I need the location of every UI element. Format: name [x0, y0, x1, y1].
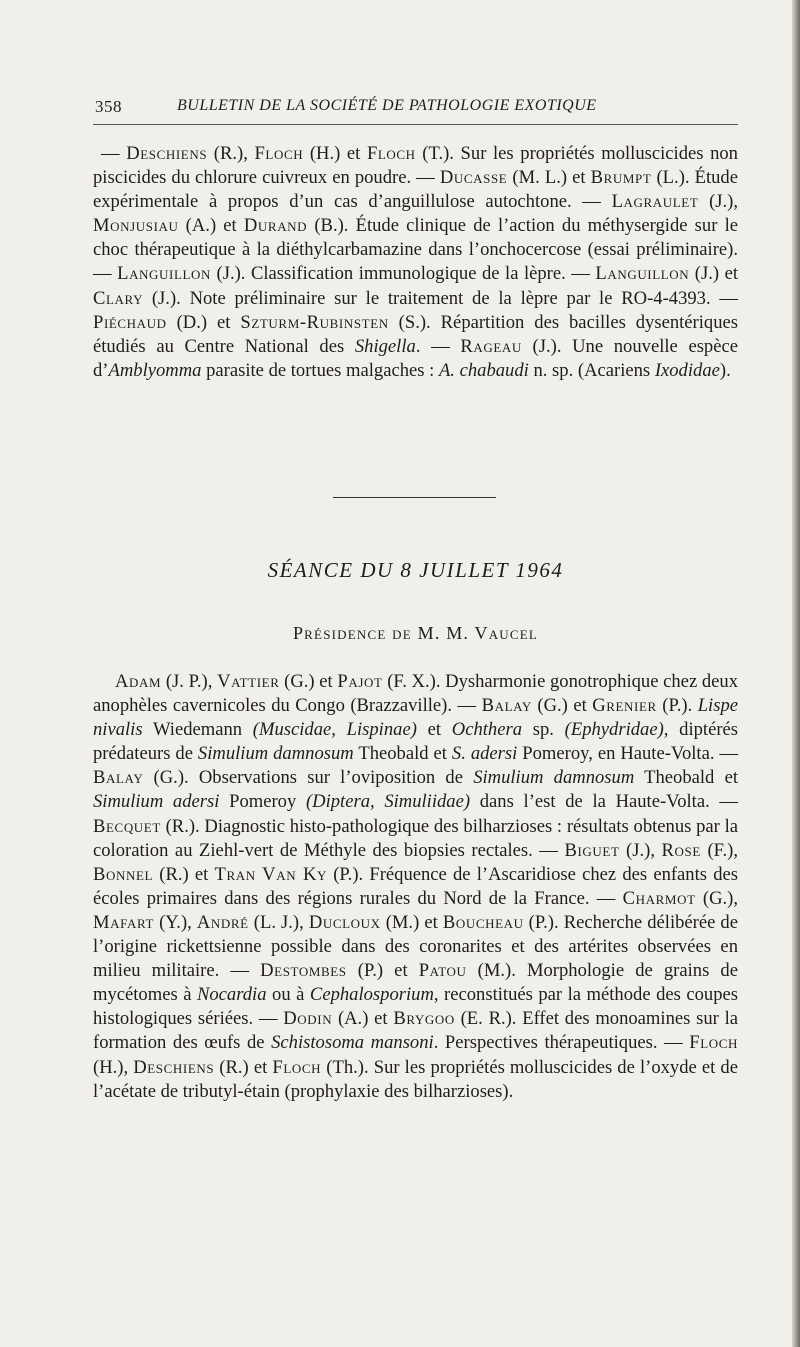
- italic-term: Simulium adersi: [93, 791, 220, 813]
- italic-term: Cephalosporium: [309, 984, 434, 1006]
- text-run: (P.) et: [346, 960, 419, 982]
- session-communications-list: [93, 670, 738, 1104]
- author-name: Becquet: [93, 815, 161, 837]
- author-name: Rose: [661, 839, 701, 861]
- text-run: (J.). Note préliminaire sur le traitement de la lèpre par le RO-4-4393. —: [143, 287, 738, 309]
- author-name: Floch: [272, 1056, 322, 1078]
- text-run: (M.) et: [380, 911, 443, 933]
- text-run: Pomeroy: [219, 791, 306, 813]
- text-run: Theobald et: [353, 743, 452, 765]
- page-number: 358: [95, 97, 122, 116]
- presidency-line: Présidence de M. M. Vaucel: [292, 623, 539, 643]
- author-name: Ducasse: [439, 167, 508, 189]
- author-name: Boucheau: [442, 911, 524, 933]
- text-run: (J.). Une nouvelle espèce d’: [93, 335, 738, 381]
- journal-title: BULLETIN DE LA SOCIÉTÉ DE PATHOLOGIE EXOTIQUE: [177, 97, 597, 114]
- text-run: ).: [719, 359, 731, 381]
- italic-term: Ixodidae: [654, 359, 720, 381]
- text-run: (B.). Étude clinique de l’action du méthysergide sur le choc thérapeutique à la diéthylcarbamazine dans l’onchocercose (essai préliminaire). —: [93, 215, 738, 285]
- author-name: Grenier: [592, 695, 657, 717]
- text-run: (P.).: [656, 695, 698, 717]
- text-run: (J.) et: [689, 263, 739, 285]
- text-run: (J. P.),: [161, 671, 218, 692]
- text-run: (L.). Étude expérimentale à propos d’un cas d’anguillulose autochtone. —: [93, 167, 738, 213]
- text-run: (J.). Classification immunologique de la lèpre. —: [211, 263, 596, 285]
- italic-term: Shigella: [354, 335, 416, 357]
- author-name: Lagraulet: [611, 191, 699, 213]
- text-run: (D.) et: [166, 311, 241, 333]
- author-name: Vattier: [217, 671, 280, 692]
- author-name: Languillon: [595, 263, 690, 285]
- text-run: (G.). Observations sur l’oviposition de: [143, 767, 474, 789]
- text-run: (G.),: [695, 887, 738, 909]
- author-name: Brygoo: [393, 1008, 455, 1030]
- author-name: Bonnel: [93, 863, 154, 885]
- author-name: Monjusiau: [93, 215, 179, 237]
- text-run: (R.) et: [153, 863, 215, 885]
- text-run: (G.) et: [531, 695, 593, 717]
- text-run: ou à: [266, 984, 310, 1006]
- author-name: Deschiens: [126, 143, 208, 164]
- text-run: (J.),: [698, 191, 738, 213]
- author-name: Tran Van Ky: [214, 863, 328, 885]
- text-run: (A.) et: [178, 215, 244, 237]
- text-run: et: [416, 719, 452, 741]
- text-run: Wiedemann: [142, 719, 253, 741]
- text-run: (E. R.). Effet des monoamines sur la formation des œufs de: [93, 1008, 739, 1054]
- italic-term: A. chabaudi: [438, 359, 529, 381]
- paragraph: [93, 142, 738, 383]
- text-run: (L. J.),: [248, 911, 309, 933]
- italic-term: (Muscidae, Lispinae): [252, 719, 417, 741]
- text-run: (G.) et: [279, 671, 338, 692]
- text-run: (H.) et: [303, 143, 367, 164]
- text-run: (Y.),: [154, 911, 197, 933]
- text-run: (M. L.) et: [507, 167, 591, 189]
- author-name: Mafart: [93, 911, 155, 933]
- text-run: (H.),: [93, 1056, 134, 1078]
- italic-term: Simulium damnosum: [197, 743, 354, 765]
- text-run: (J.),: [619, 839, 662, 861]
- author-name: Clary: [93, 287, 144, 309]
- author-name: Destombes: [260, 960, 347, 982]
- italic-term: Ochthera: [451, 719, 523, 741]
- author-name: Balay: [481, 695, 532, 717]
- header-rule: [93, 124, 738, 125]
- text-run: n. sp. (Acariens: [528, 359, 655, 381]
- author-name: Floch: [366, 143, 416, 164]
- text-run: , reconstitués par la méthode des coupes histologiques sériées. —: [93, 984, 739, 1030]
- session-title: SÉANCE DU 8 JUILLET 1964: [267, 558, 564, 582]
- page-gutter-shadow: [792, 0, 800, 1347]
- author-name: Biguet: [564, 839, 620, 861]
- text-run: (Th.). Sur les propriétés molluscicides de l’oxyde et de l’acétate de tributyl-étain (prophylaxie des bilharzioses).: [93, 1056, 738, 1102]
- text-run: (R.) et: [214, 1056, 273, 1078]
- text-run: parasite de tortues malgaches :: [201, 359, 439, 381]
- text-run: (M.). Morphologie de grains de mycétomes à: [93, 960, 738, 1006]
- text-run: dans l’est de la Haute-Volta. —: [470, 791, 739, 813]
- author-name: Charmot: [622, 887, 696, 909]
- text-run: Pomeroy, en Haute-Volta. —: [517, 743, 739, 765]
- italic-term: Simulium damnosum: [473, 767, 635, 789]
- text-run: —: [101, 143, 127, 164]
- author-name: André: [196, 911, 249, 933]
- author-name: Durand: [243, 215, 308, 237]
- text-run: Theobald et: [634, 767, 738, 789]
- italic-term: (Diptera, Simuliidae): [305, 791, 471, 813]
- italic-term: (Ephydridae): [564, 719, 664, 741]
- author-name: Pajot: [337, 671, 383, 692]
- text-run: (F. X.). Dysharmonie gonotrophique chez deux anophèles cavernicoles du Congo (Brazzaville). —: [93, 671, 739, 717]
- text-run: (A.) et: [332, 1008, 394, 1030]
- author-name: Dodin: [283, 1008, 333, 1030]
- text-run: . —: [415, 335, 461, 357]
- text-run: sp.: [522, 719, 565, 741]
- italic-term: Nocardia: [196, 984, 267, 1006]
- section-divider: [333, 497, 496, 498]
- author-name: Szturm-Rubinsten: [240, 311, 389, 333]
- author-name: Floch: [689, 1032, 738, 1054]
- author-name: Piéchaud: [93, 311, 167, 333]
- italic-term: Schistosoma mansoni: [271, 1032, 434, 1054]
- author-name: Brumpt: [590, 167, 652, 189]
- text-run: (R.). Diagnostic histo-pathologique des bilharzioses : résultats obtenus par la coloration au Ziehl-vert de Méthyle des biopsies rectales. —: [93, 815, 738, 861]
- text-run: , diptérés prédateurs de: [93, 719, 739, 765]
- text-run: (R.),: [207, 143, 255, 164]
- author-name: Patou: [418, 960, 467, 982]
- italic-term: Lispe nivalis: [93, 695, 739, 741]
- italic-term: Amblyomma: [108, 359, 202, 381]
- text-run: (P.). Fréquence de l’Ascaridiose chez des enfants des écoles primaires dans des régions rurales du Nord de la France. —: [93, 863, 738, 909]
- author-name: Deschiens: [133, 1056, 215, 1078]
- text-run: (T.). Sur les propriétés molluscicides non piscicides du chlorure cuivreux en poudre. —: [93, 143, 738, 189]
- author-name: Ducloux: [308, 911, 381, 933]
- text-run: . Perspectives thérapeutiques. —: [433, 1032, 690, 1054]
- continued-communications-list: [93, 142, 738, 383]
- author-name: Rageau: [460, 335, 522, 357]
- paragraph: [93, 670, 738, 1104]
- author-name: Balay: [93, 767, 144, 789]
- italic-term: S. adersi: [451, 743, 518, 765]
- text-run: (P.). Recherche délibérée de l’origine rickettsienne possible dans des coronarites et des artérites observées en milieu militaire. —: [93, 911, 738, 982]
- text-run: (S.). Répartition des bacilles dysentériques étudiés au Centre National des: [93, 311, 739, 357]
- text-run: (F.),: [700, 839, 738, 861]
- author-name: Languillon: [117, 263, 212, 285]
- author-name: Floch: [254, 143, 304, 164]
- author-name: Adam: [115, 671, 162, 692]
